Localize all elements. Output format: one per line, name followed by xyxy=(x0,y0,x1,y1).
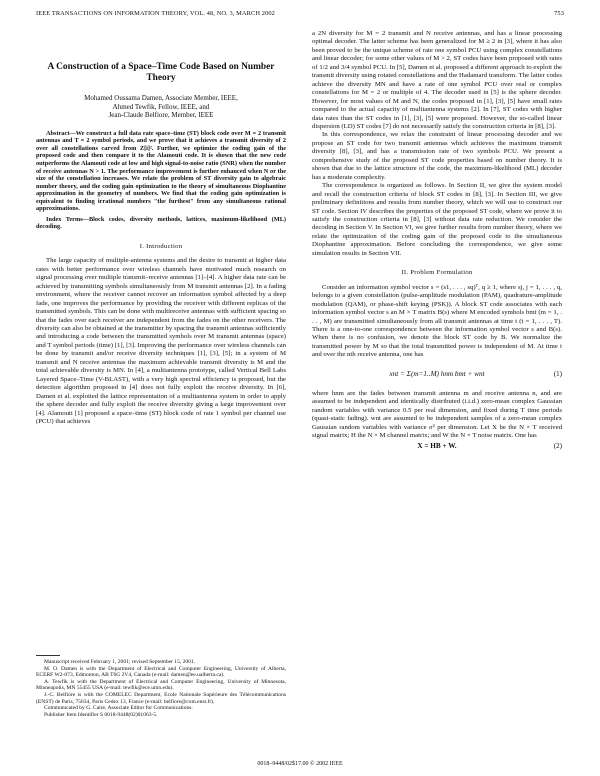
left-column xyxy=(36,62,286,426)
intro-paragraph-continued: a 2N diversity for M = 2 transmit and N receive antennas, and has a linear processing optimal decoder. The latter scheme has been generalized for M ≥ 2 in [3], where it has also been proved to be the unique scheme of rate one symbol PCU using complex constellations and linear decoder; for some other values of M > 2, ST codes have been proposed with rates of 1/2 and 3/4 symbol PCU. In [5], Damen et al. proposed a different approach to exploit the transmit diversity using rotated constellations and the Hadamard transform. The latter codes achieve the diversity MN and have a rate of one symbol PCU over real or complex constellations for M = 2 or multiple of 4. The decoder used in [5] is the sphere decoder. However, for most values of M and N, the codes proposed in [1], [3], [5] have small rates compared to the actual capacity of multiantenna systems [2]. In [7], ST codes with higher data rates than the ST codes in [1], [3], [5] were proposed. However, the so-called linear dispersion (LD) ST codes [7] do not necessarily satisfy the construction criteria in [8], [3]. xyxy=(312,30,562,130)
copyright-footer: 0018–9448/02$17.00 © 2002 IEEE xyxy=(257,761,343,767)
footnote: Publisher Item Identifier S 0018-9448(02)01063-5. xyxy=(44,711,158,718)
intro-paragraph: The large capacity of multiple-antenna systems and the desire to transmit at higher data rates with better performance over wireless channels have motivated much research on signal processing over multiple transmit–receive antennas [1]–[4]. A higher data rate can be achieved by transmitting symbols simultaneously from M transmit antennas [2]. In a fading environment, where the receiver cannot recover an information symbol affected by a deep fade, one improves the performance by providing the receiver with different replicas of the transmitted symbols. This can be done with multireceive antennas with sufficient spacing so that the fades over each receiver are independent from the fades on the other receivers. The diversity can also be obtained at the transmitter by spacing the transmit antennas sufficiently and introducing a code between the transmitted symbols over M transmit antennas (space) and T symbol periods (time) [1], [3]. Improving the performance over wireless channels can be done by transmit and/or receive diversity techniques [1], [3], [5]; in a system of M transmit and N receive antennas the maximum achievable transmit diversity is M and the total achievable diversity is MN. In [4], a multiantenna prototype, called Vertical Bell Labs Layered Space–Time (V-BLAST), with a very high spectral efficiency is proposed, but the detection algorithm proposed in [4] does not fully exploit the receive diversity. In [6], Damen et al. exploited the lattice representation of a multiantenna system in order to apply the sphere decoder and fully exploit the receive diversity giving a large improvement over [4]. Alamouti [1] proposed a space–time (ST) block code of rate 1 symbol per channel use (PCU) that achieves xyxy=(36,257,286,425)
author-line: Mohamed Oussama Damen, Associate Member, IEEE, xyxy=(84,94,238,102)
equation-number: (1) xyxy=(553,369,562,378)
equation-2 xyxy=(312,441,562,453)
paper-title: A Construction of a Space–Time Code Based on Number Theory xyxy=(47,62,275,83)
footnote: M. O. Damen is with the Department of Electrical and Computer Engineering, University of Alberta, ECERF W2-073, Edmonton, AB T6G 2V4, Canada (e-mail: damen@ee.ualberta.ca). xyxy=(36,665,286,679)
index-terms: Index Terms—Block codes, diversity methods, lattices, maximum-likelihood (ML) decoding. xyxy=(36,215,286,231)
section-heading-problem-formulation: II. Problem Formulation xyxy=(401,269,473,277)
intro-paragraph: The correspondence is organized as follows. In Section II, we give the system model and recall the construction criteria of block ST codes in [8], [3]. In Section III, we give preliminary definitions and results from number theory, which we will use to construct our ST code. Section IV describes the properties of the proposed ST code, where we prove it to satisfy the construction criteria in [8], [3] without data rate reduction. We consider the decoding in Section V. In Section VI, we give further results from number theory, where we relate the optimization of the coding gain of the proposed code to the simultaneous Diophantine approximation. Before concluding the correspondence, we give some simulation results in Section VII. xyxy=(312,182,562,257)
author-line: Jean-Claude Belfiore, Member, IEEE xyxy=(108,111,214,120)
equation-1 xyxy=(312,364,562,386)
footnote: Communicated by G. Caire, Associate Editor for Communications. xyxy=(44,705,193,712)
author-block xyxy=(36,94,286,120)
footnote: Manuscript received February 1, 2001; revised September 15, 2001. xyxy=(44,659,196,665)
section-heading-introduction: I. Introduction xyxy=(139,242,183,250)
intro-paragraph: In this correspondence, we relax the constraint of linear processing decoder and we propose an ST code for two transmit antennas which achieves the maximum transmit diversity [8], [3], and has a transmission rate of two symbols PCU. We present a comprehensive study of the proposed ST code properties based on number theory. It is shown that due to the lattice structure of the code, the maximum-likelihood (ML) decoder has a moderate complexity. xyxy=(312,131,562,181)
footnote: A. Tewfik is with the Department of Electrical and Computer Engineering, University of Minnesota, Minneapolis, MN 55455 USA (e-mail: tewfik@ece.umn.edu). xyxy=(36,678,286,692)
page-number: 753 xyxy=(554,10,564,17)
equation-expression: X = HB + W. xyxy=(417,442,457,451)
footnote: J.-C. Belfiore is with the COMELEC Department, Ecole Nationale Supérieure des Télécommunications (ENST) de Paris, 75634, Paris Cedex 13, France (e-mail: belfiore@com.enst.fr). xyxy=(36,691,286,705)
problem-paragraph: where hnm are the fades between transmit antenna m and receive antenna n, and are assumed to be independent and identically distributed (i.i.d.) zero-mean complex Gaussian random variables with variance 0.5 per real dimension, and fixed during T time periods (quasi-static fading). wnt are assumed to be independent samples of a zero-mean complex Gaussian random variables with variance σ² per dimension. Let X be the N × T received signal matrix; H the N × M channel matrix; and W the N × T noise matrix. One has xyxy=(312,389,562,440)
equation-expression: xnt = Σ(m=1..M) hnm bmt + wnt xyxy=(389,369,485,378)
journal-name: IEEE TRANSACTIONS ON INFORMATION THEORY, VOL. 48, NO. 3, MARCH 2002 xyxy=(36,10,275,17)
right-column xyxy=(312,30,562,453)
footnote-rule xyxy=(36,655,60,656)
running-header xyxy=(36,10,564,17)
equation-number: (2) xyxy=(553,442,562,451)
problem-paragraph: Consider an information symbol vector s = (s1, . . . , sq)ᵀ, q ≥ 1, where sj, j = 1, . . . , q, belongs to a given constellation (pulse-amplitude modulation (PAM), quadrature-amplitude modulation (QAM), or phase-shift keying (PSK)). A block ST code associates with each information symbol vector s an M × T matrix B(s) where M encoded symbols bmt (m = 1, . . . , M) are transmitted simultaneously from all transmit antennas at time t (t = 1, . . . , T). There is a one-to-one correspondence between the information symbol vector s and B(s). When there is no confusion, we denote the block ST code by B. We normalize the transmitted power by M so that the total transmitted power is independent of M. At time t and over the nth receive antenna, one has xyxy=(312,283,562,359)
author-line: Ahmed Tewfik, Fellow, IEEE, and xyxy=(112,102,210,111)
abstract: Abstract—We construct a full data rate space–time (ST) block code over M = 2 transmit antennas and T = 2 symbol periods, and we prove that it achieves a transmit diversity of 2 over all constellations carved from Z[i]². Further, we optimize the coding gain of the proposed code and then compare it to the Alamouti code. It is shown that the new code outperforms the Alamouti code at low and high signal-to-noise ratio (SNR) when the number of receive antennas N > 1. The performance improvement is further enhanced when N or the size of the constellation increases. We relate the problem of ST diversity gain to algebraic number theory, and the coding gain optimization to the theory of simultaneous Diophantine approximation in the geometry of numbers. We find that the coding gain optimization is equivalent to finding irrational numbers "the furthest" from any simultaneous rational approximations. xyxy=(36,129,286,213)
footnotes xyxy=(36,655,286,718)
